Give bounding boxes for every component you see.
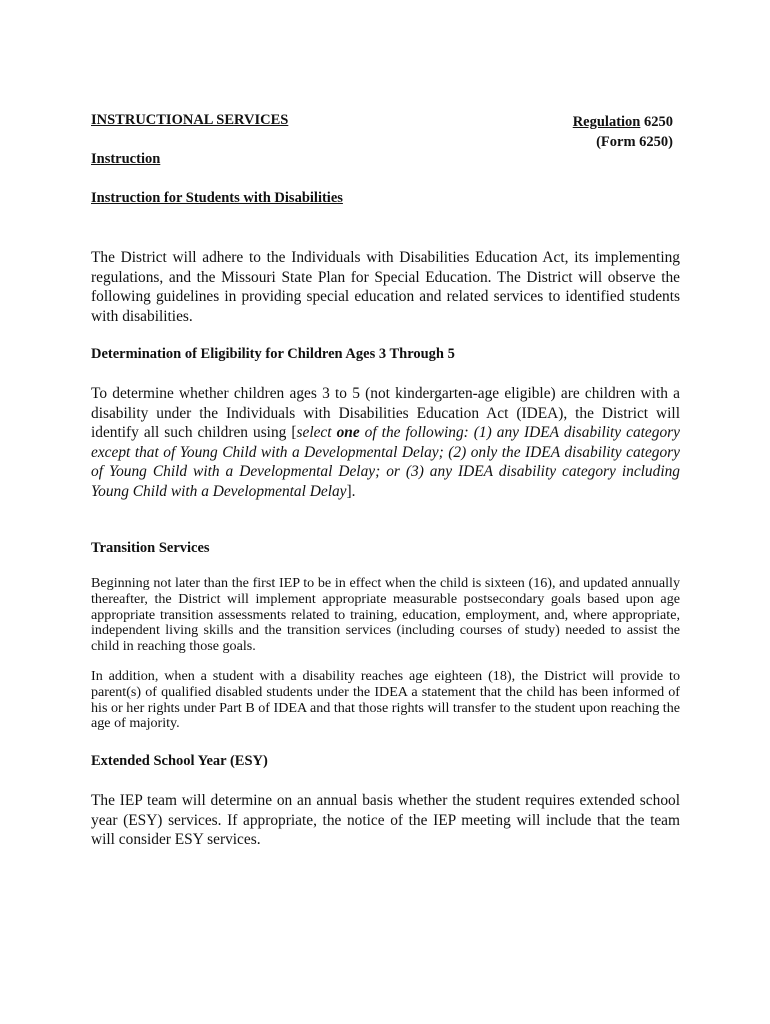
transition-paragraph-2: In addition, when a student with a disability reaches age eighteen (18), the District will provide to parent(s) of qualified disabled students under the IDEA a statement that the child has been informed of his or her rights under Part B of IDEA and that those rights will transfer to the student upon reaching the age of majority.: [91, 668, 680, 732]
eligibility-options: of the following: (1) any IDEA disability category except that of Young Child with a Developmental Delay; (2) only the IDEA disability category of Young Child with a Developmental Delay; or (3) any IDEA disability category including Young Child with a Developmental Delay: [91, 424, 680, 500]
regulation-reference: [573, 112, 673, 152]
eligibility-select-word: select: [296, 424, 337, 441]
esy-paragraph: The IEP team will determine on an annual basis whether the student requires extended school year (ESY) services. If appropriate, the notice of the IEP meeting will include that the team will consider ESY services.: [91, 792, 680, 848]
regulation-number: 6250: [644, 114, 673, 130]
eligibility-text-start: To determine whether children ages 3 to 5 (not kindergarten-age eligible) are children with a disability under the Individuals with Disabilities Education Act (IDEA), the District will identify all such children using [: [91, 385, 680, 441]
transition-paragraph-1: Beginning not later than the first IEP to be in effect when the child is sixteen (16), and updated annually thereafter, the District will implement appropriate measurable postsecondary goals based upon age appropriate transition assessments related to training, education, employment, and, where appropriate, independent living skills and the transition services (including courses of study) needed to assist the child in reaching those goals.: [91, 575, 680, 655]
eligibility-paragraph: [91, 384, 680, 501]
esy-heading: Extended School Year (ESY): [91, 753, 268, 769]
regulation-word: Regulation: [572, 114, 641, 130]
eligibility-heading: Determination of Eligibility for Children Ages 3 Through 5: [91, 346, 455, 362]
eligibility-text-end: ].: [346, 482, 356, 500]
section-title: INSTRUCTIONAL SERVICES: [91, 112, 289, 128]
intro-paragraph: The District will adhere to the Individuals with Disabilities Education Act, its implementing regulations, and the Missouri State Plan for Special Education. The District will observe the following guidelines in providing special education and related services to identified students with disabilities.: [91, 249, 680, 325]
transition-heading: Transition Services: [91, 540, 210, 556]
instruction-heading: Instruction: [91, 151, 161, 167]
instruction-disabilities-heading: Instruction for Students with Disabilities: [91, 190, 343, 206]
eligibility-one-word: one: [336, 424, 360, 441]
document-header: [91, 112, 680, 150]
form-reference: (Form 6250): [596, 134, 673, 150]
document-page: [91, 112, 680, 848]
